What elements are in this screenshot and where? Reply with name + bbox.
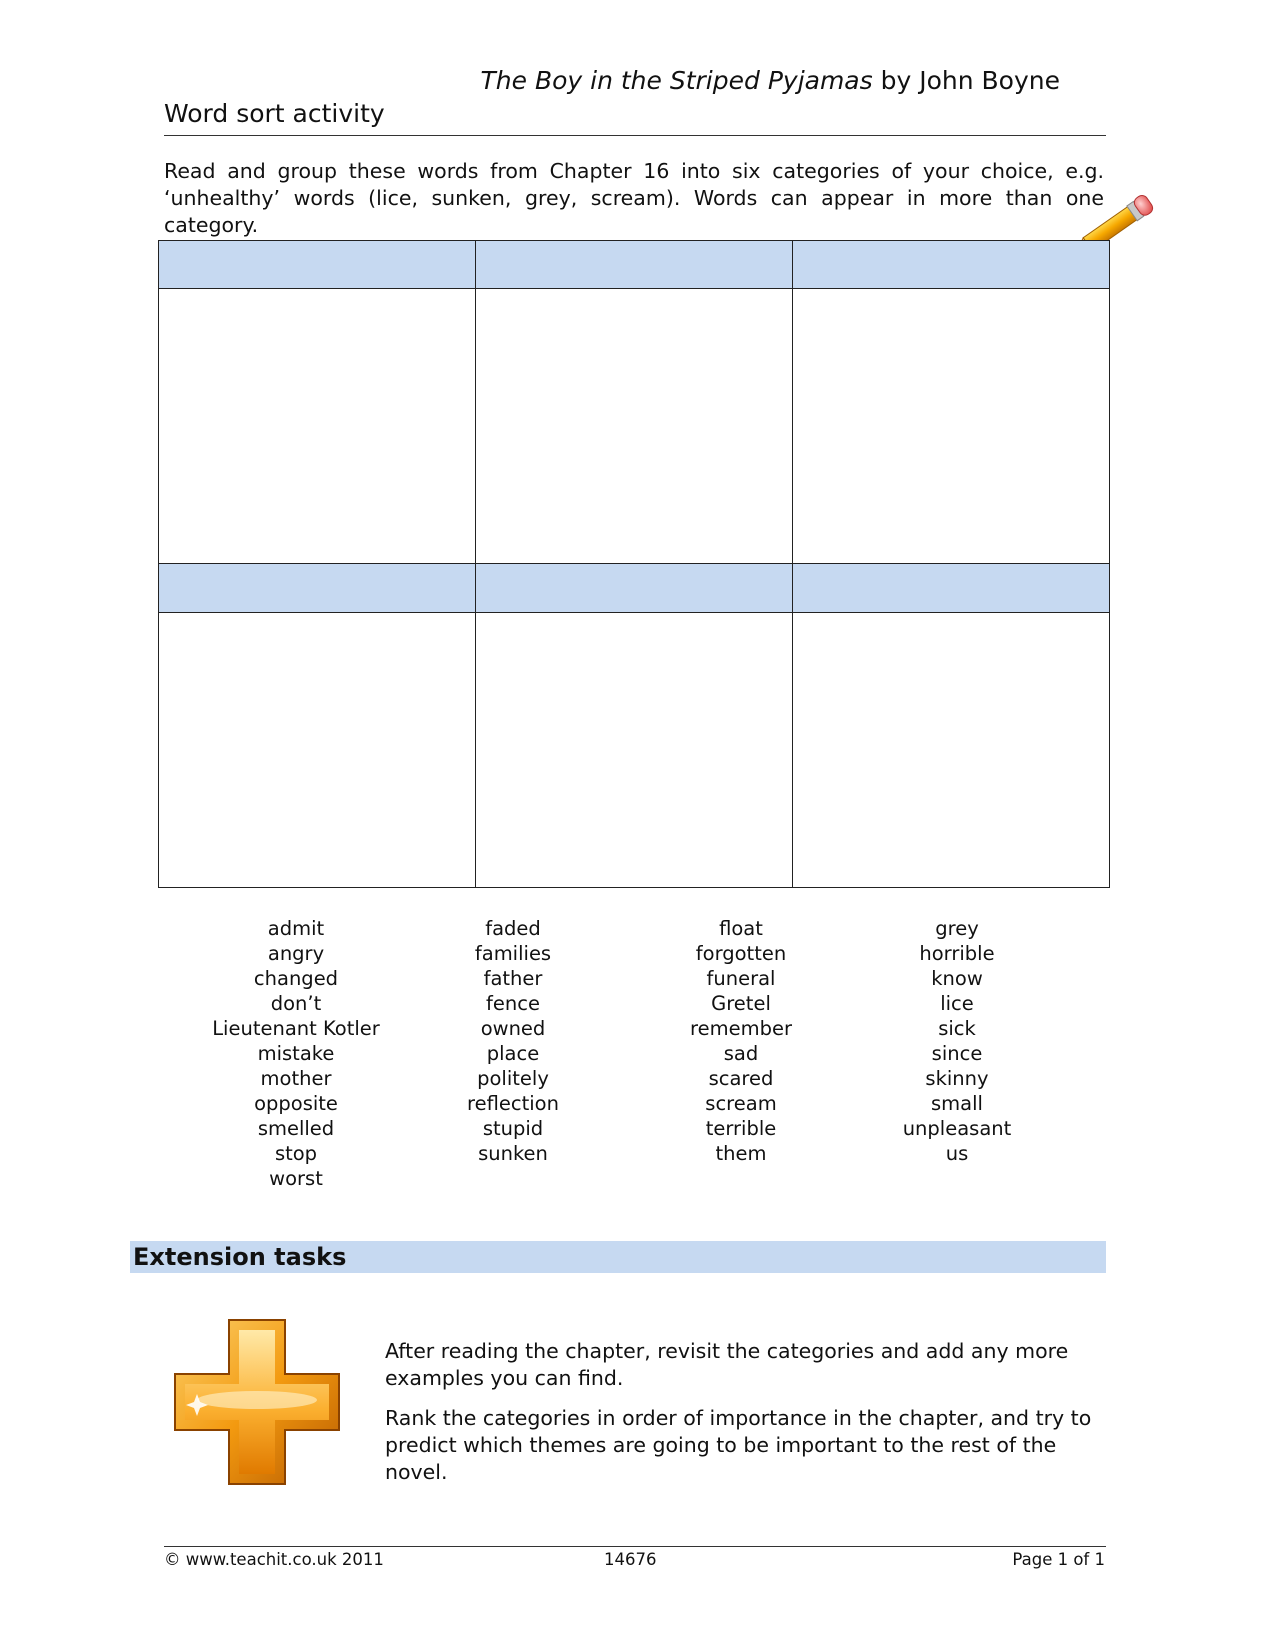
word-item: Gretel	[711, 992, 771, 1015]
category-words-cell[interactable]	[159, 289, 476, 564]
word-item: us	[945, 1142, 969, 1165]
word-item: funeral	[706, 967, 776, 990]
word-item: reflection	[467, 1092, 559, 1115]
word-item: horrible	[919, 942, 995, 965]
word-item: since	[931, 1042, 983, 1065]
word-item: skinny	[925, 1067, 989, 1090]
word-item: faded	[485, 917, 541, 940]
word-item: changed	[253, 967, 339, 990]
category-heading-cell[interactable]	[159, 241, 476, 289]
category-heading-cell[interactable]	[476, 564, 793, 612]
book-author: by John Boyne	[872, 66, 1060, 95]
activity-title: Word sort activity	[164, 99, 385, 128]
category-heading-cell[interactable]	[159, 564, 476, 612]
word-item: sad	[723, 1042, 759, 1065]
word-item: sunken	[478, 1142, 548, 1165]
word-item: them	[715, 1142, 767, 1165]
word-item: lice	[940, 992, 974, 1015]
footer-page-number: Page 1 of 1	[1012, 1550, 1105, 1569]
word-item: admit	[267, 917, 325, 940]
category-words-cell[interactable]	[476, 612, 793, 887]
word-item: scared	[708, 1067, 774, 1090]
category-words-cell[interactable]	[476, 289, 793, 564]
extension-task-1: After reading the chapter, revisit the categories and add any more examples you can find.	[385, 1339, 1069, 1390]
word-item: know	[931, 967, 983, 990]
category-words-cell[interactable]	[159, 612, 476, 887]
instructions: Read and group these words from Chapter 16 into six categories of your choice, e.g. ‘unhealthy’ words (lice, sunken, grey, scream). Words can appear in more than one category.	[164, 159, 1104, 237]
word-item: grey	[935, 917, 979, 940]
word-column-2	[383, 916, 643, 1166]
word-item: float	[719, 917, 763, 940]
word-item: Lieutenant Kotler	[212, 1017, 380, 1040]
plus-cross-icon	[173, 1318, 341, 1486]
word-item: mistake	[257, 1042, 335, 1065]
word-item: remember	[690, 1017, 792, 1040]
extension-tasks-text	[385, 1338, 1105, 1499]
footer-copyright: © www.teachit.co.uk 2011	[164, 1550, 384, 1569]
word-item: mother	[260, 1067, 332, 1090]
word-item: politely	[477, 1067, 549, 1090]
book-title-italic: The Boy in the Striped Pyjamas	[480, 66, 873, 95]
book-title	[481, 66, 1060, 95]
word-item: stupid	[482, 1117, 544, 1140]
word-item: families	[474, 942, 552, 965]
word-item: owned	[480, 1017, 546, 1040]
extension-tasks-bar	[130, 1241, 1106, 1273]
category-words-cell[interactable]	[793, 289, 1110, 564]
word-item: small	[931, 1092, 983, 1115]
word-item: stop	[274, 1142, 318, 1165]
word-item: forgotten	[695, 942, 787, 965]
word-column-4	[827, 916, 1087, 1166]
word-item: angry	[267, 942, 325, 965]
word-item: sick	[938, 1017, 976, 1040]
extension-tasks-title: Extension tasks	[133, 1243, 347, 1271]
category-words-cell[interactable]	[793, 612, 1110, 887]
category-heading-cell[interactable]	[476, 241, 793, 289]
word-item: terrible	[705, 1117, 777, 1140]
extension-task-2: Rank the categories in order of importance in the chapter, and try to predict which themes are going to be important to the rest of the novel.	[385, 1406, 1092, 1484]
word-item: smelled	[257, 1117, 335, 1140]
word-sort-grid	[158, 240, 1110, 888]
footer-code: 14676	[604, 1550, 657, 1569]
word-item: scream	[705, 1092, 777, 1115]
word-item: don’t	[270, 992, 322, 1015]
category-heading-cell[interactable]	[793, 241, 1110, 289]
category-heading-cell[interactable]	[793, 564, 1110, 612]
word-item: father	[483, 967, 543, 990]
word-item: worst	[269, 1167, 323, 1190]
word-item: opposite	[254, 1092, 338, 1115]
title-rule	[164, 135, 1106, 136]
word-item: place	[486, 1042, 540, 1065]
word-item: fence	[486, 992, 540, 1015]
word-item: unpleasant	[902, 1117, 1012, 1140]
footer-rule	[164, 1546, 1106, 1547]
